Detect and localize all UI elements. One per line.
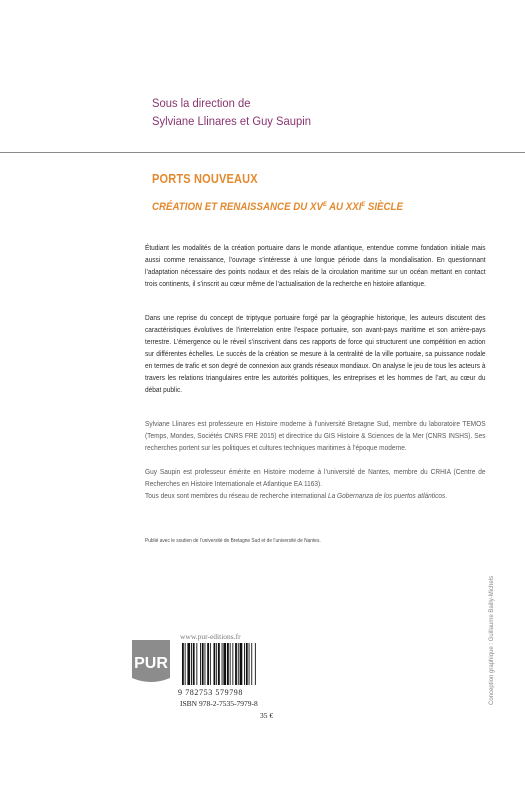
- horizontal-divider: [0, 152, 525, 153]
- barcode-bars: [180, 643, 280, 687]
- design-credit: Conception graphique : Guillaume Bailly-Michels: [489, 575, 495, 705]
- editors-block: [152, 94, 456, 130]
- isbn-number: ISBN 978-2-7535-7979-8: [180, 699, 258, 708]
- editors-names: Sylviane Llinares et Guy Saupin: [152, 114, 311, 128]
- network-note-suffix: .: [445, 491, 448, 500]
- network-name: La Gobernanza de los puertos atlánticos: [327, 491, 446, 500]
- barcode-digits: 9 782753 579798: [178, 688, 243, 697]
- pur-logo-text: PUR: [134, 655, 168, 672]
- network-note-prefix: Tous deux sont membres du réseau de recherche international: [145, 491, 328, 500]
- publisher-website: www.pur-editions.fr: [180, 632, 241, 641]
- book-title: PORTS NOUVEAUX: [152, 172, 258, 186]
- author-bio-saupin: Guy Saupin est professeur émérite en Histoire moderne à l’université de Nantes, membre du CRHIA (Centre de Recherches en Histoire Internationale et Atlantique EA 1163).: [145, 467, 486, 488]
- network-note: [145, 490, 486, 502]
- publication-support-note: Publié avec le soutien de l’université de Bretagne Sud et de l’université de Nantes.: [145, 538, 321, 544]
- subtitle-part: AU XXI: [326, 201, 362, 213]
- author-bio-llinares: Sylviane Llinares est professeure en Histoire moderne à l’université Bretagne Sud, membre du laboratoire TEMOS (Temps, Mondes, Sociétés CNRS FRE 2015) et directrice du GIS Histoire & Sciences de la Mer (CNRS INSHS). Ses recherches portent sur les politiques et cultures techniques maritimes à l’époque moderne.: [145, 419, 486, 452]
- pur-logo: [130, 638, 172, 686]
- subtitle-part: CRÉATION ET RENAISSANCE DU XV: [152, 201, 323, 213]
- price: 35 €: [260, 711, 274, 720]
- summary-paragraph-1: Étudiant les modalités de la création portuaire dans le monde atlantique, entendue comme fondation initiale mais aussi comme renaissance, l’ouvrage s’intéresse à une longue période dans la mondialisation. En questionnant l’adaptation nécessaire des points nodaux et des relais de la circulation maritime sur un océan mettant en contact trois continents, il s’inscrit au cœur même de l’actualisation de la recherche en histoire atlantique.: [145, 243, 486, 288]
- pur-logo-graphic: [130, 638, 172, 686]
- summary-paragraph-2: Dans une reprise du concept de triptyque portuaire forgé par la géographie historique, les auteurs discutent des caractéristiques évolutives de l’interrelation entre l’espace portuaire, son avant-pays maritime et son arrière-pays terrestre. L’émergence ou le réveil s’inscrivent dans ces rapports de force qui structurent une compétition en action sur différentes échelles. Le succès de la création se mesure à la centralité de la ville portuaire, sa puissance nodale en termes de trafic et son degré de connexion aux grands réseaux mondiaux. On analyse le jeu de tous les acteurs à travers les relations triangulaires entre les autorités politiques, les entreprises et les hommes de l’art, au cœur du débat public.: [145, 313, 486, 394]
- subtitle-part: SIÈCLE: [365, 201, 403, 213]
- book-subtitle: [152, 201, 403, 213]
- editors-intro: Sous la direction de: [152, 96, 251, 110]
- subtitle-sup: E: [322, 201, 327, 208]
- subtitle-sup: E: [361, 201, 366, 208]
